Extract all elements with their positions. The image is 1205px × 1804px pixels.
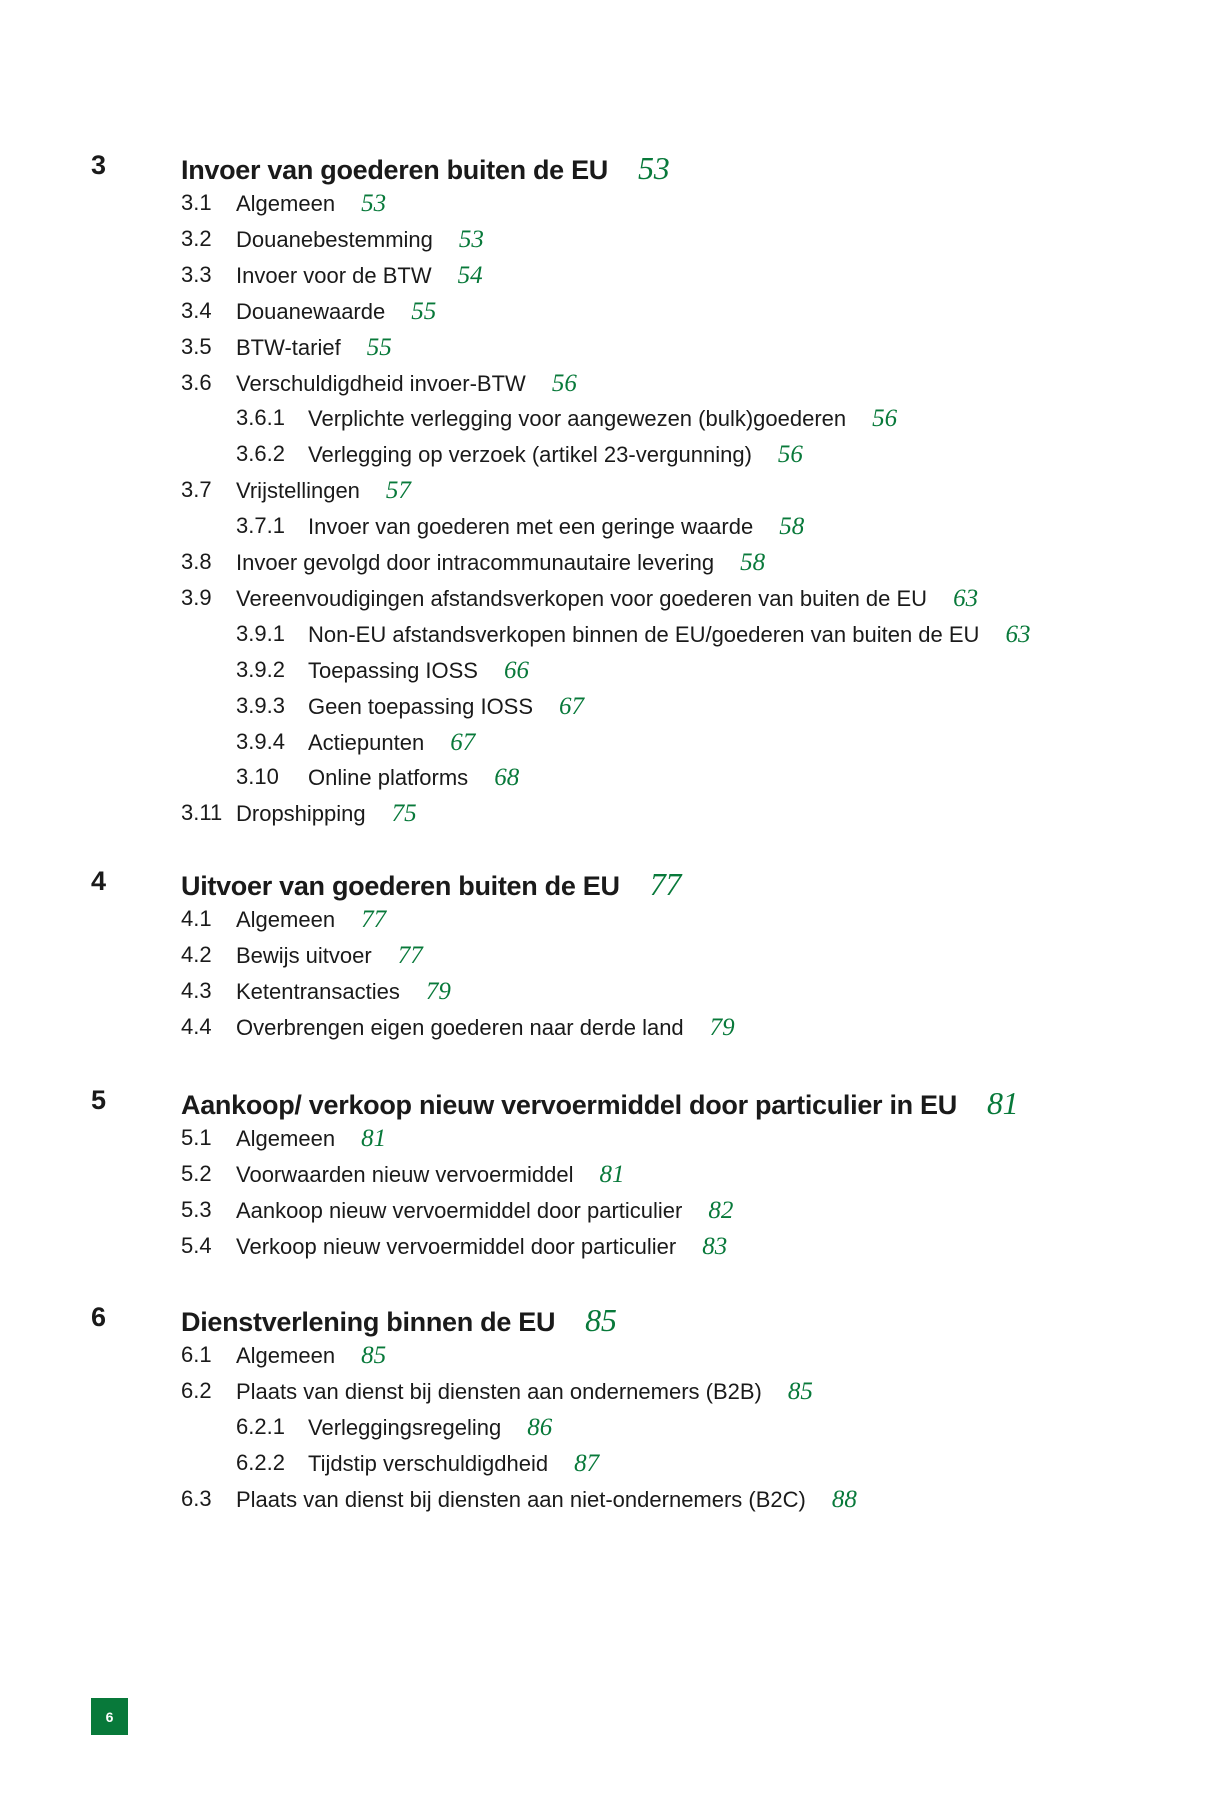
entry-number: 6.1 xyxy=(181,1342,212,1367)
entry-page-number: 67 xyxy=(559,692,585,720)
entry-title-text: Online platforms xyxy=(308,765,469,791)
chapter-title-text: Aankoop/ verkoop nieuw vervoermiddel door particulier in EU xyxy=(181,1090,957,1120)
entry-title[interactable] xyxy=(236,1197,733,1225)
entry-page-number: 81 xyxy=(361,1125,387,1152)
entry-title-text: Plaats van dienst bij diensten aan ondernemers (B2B) xyxy=(236,1378,762,1404)
entry-title[interactable] xyxy=(236,800,417,828)
entry-page-number: 63 xyxy=(1005,620,1031,648)
entry-title-text: Bewijs uitvoer xyxy=(236,942,372,968)
entry-number: 3.1 xyxy=(181,190,212,215)
chapter-page-number: 53 xyxy=(638,150,670,186)
entry-page-number: 58 xyxy=(779,513,805,541)
page-number-badge xyxy=(91,1698,128,1735)
entry-number: 4.2 xyxy=(181,941,212,967)
entry-title[interactable] xyxy=(236,549,765,577)
entry-title-text: Voorwaarden nieuw vervoermiddel xyxy=(236,1161,574,1187)
entry-title-text: Tijdstip verschuldigdheid xyxy=(308,1450,549,1476)
entry-number: 6.2.2 xyxy=(236,1449,285,1475)
entry-page-number: 63 xyxy=(953,584,979,612)
entry-number: 3.5 xyxy=(181,333,212,359)
entry-title[interactable] xyxy=(308,657,529,685)
chapter-number: 5 xyxy=(91,1085,107,1115)
entry-title[interactable] xyxy=(308,441,803,469)
entry-title[interactable] xyxy=(236,1233,727,1261)
entry-number: 5.3 xyxy=(181,1196,212,1222)
entry-title[interactable] xyxy=(236,1161,625,1189)
entry-title[interactable] xyxy=(236,1125,386,1153)
entry-page-number: 77 xyxy=(361,906,387,933)
entry-title-text: Dropshipping xyxy=(236,801,366,827)
entry-title[interactable] xyxy=(308,621,1030,649)
entry-title[interactable] xyxy=(308,1450,599,1478)
entry-title-text: Douanewaarde xyxy=(236,298,386,324)
entry-number: 3.7 xyxy=(181,477,212,503)
entry-number: 3.7.1 xyxy=(236,513,285,539)
entry-page-number: 56 xyxy=(777,441,803,469)
entry-number: 4.4 xyxy=(181,1013,212,1039)
entry-title-text: Ketentransacties xyxy=(236,978,400,1004)
entry-page-number: 77 xyxy=(397,941,423,969)
page-number: 6 xyxy=(105,1708,114,1725)
entry-title-text: Algemeen xyxy=(236,191,336,216)
entry-title[interactable] xyxy=(236,906,386,934)
entry-page-number: 81 xyxy=(599,1160,625,1188)
entry-page-number: 53 xyxy=(458,225,484,253)
entry-number: 3.6 xyxy=(181,369,212,395)
entry-number: 3.10 xyxy=(236,764,279,790)
chapter-title-text: Invoer van goederen buiten de EU xyxy=(181,155,608,185)
entry-title[interactable] xyxy=(236,585,978,613)
entry-number: 3.11 xyxy=(181,800,223,826)
entry-title[interactable] xyxy=(236,1378,813,1406)
chapter-title-text: Dienstverlening binnen de EU xyxy=(181,1307,556,1337)
chapter-page-number: 77 xyxy=(649,866,682,902)
entry-title[interactable] xyxy=(308,1414,552,1442)
entry-page-number: 56 xyxy=(872,405,898,433)
entry-title[interactable] xyxy=(236,226,484,254)
entry-title-text: Vereenvoudigingen afstandsverkopen voor goederen van buiten de EU xyxy=(236,585,928,611)
entry-title[interactable] xyxy=(236,1342,386,1370)
entry-number: 3.8 xyxy=(181,549,212,574)
chapter-page-number: 85 xyxy=(585,1302,617,1338)
entry-page-number: 53 xyxy=(361,190,387,217)
entry-number: 3.9 xyxy=(181,584,212,610)
entry-page-number: 85 xyxy=(361,1342,387,1369)
entry-title-text: Toepassing IOSS xyxy=(308,657,478,683)
entry-number: 5.1 xyxy=(181,1125,212,1150)
entry-title-text: Verkoop nieuw vervoermiddel door particulier xyxy=(236,1233,677,1259)
entry-page-number: 82 xyxy=(708,1196,734,1224)
entry-title-text: Invoer voor de BTW xyxy=(236,262,432,288)
entry-number: 3.9.3 xyxy=(236,692,285,718)
entry-page-number: 67 xyxy=(450,728,476,756)
entry-title-text: Vrijstellingen xyxy=(236,478,360,504)
entry-page-number: 85 xyxy=(787,1377,813,1405)
entry-page-number: 83 xyxy=(702,1232,728,1260)
entry-number: 6.3 xyxy=(181,1485,212,1511)
entry-title-text: Verleggingsregeling xyxy=(308,1414,502,1440)
entry-title-text: Overbrengen eigen goederen naar derde land xyxy=(236,1014,684,1040)
entry-page-number: 58 xyxy=(740,549,766,576)
entry-page-number: 55 xyxy=(366,333,392,361)
chapter-number: 6 xyxy=(91,1302,107,1332)
chapter-title-text: Uitvoer van goederen buiten de EU xyxy=(181,871,620,901)
entry-number: 3.9.2 xyxy=(236,656,285,682)
chapter-number: 4 xyxy=(91,866,107,896)
entry-page-number: 86 xyxy=(527,1413,553,1441)
entry-number: 3.6.2 xyxy=(236,441,285,467)
chapter-title[interactable] xyxy=(181,1085,1018,1122)
entry-number: 3.6.1 xyxy=(236,405,285,431)
entry-page-number: 79 xyxy=(709,1013,735,1041)
entry-page-number: 57 xyxy=(385,477,411,505)
entry-title-text: Invoer gevolgd door intracommunautaire levering xyxy=(236,550,715,575)
chapter-title[interactable] xyxy=(181,150,669,187)
entry-title[interactable] xyxy=(236,190,386,218)
entry-title[interactable] xyxy=(236,942,423,970)
entry-title[interactable] xyxy=(236,262,483,290)
entry-title[interactable] xyxy=(236,978,451,1006)
entry-page-number: 56 xyxy=(551,369,577,397)
entry-page-number: 88 xyxy=(831,1485,857,1513)
entry-title[interactable] xyxy=(236,1486,857,1514)
entry-page-number: 79 xyxy=(425,977,451,1005)
entry-title-text: Plaats van dienst bij diensten aan niet-ondernemers (B2C) xyxy=(236,1486,806,1512)
entry-title[interactable] xyxy=(236,1014,735,1042)
entry-title-text: Verschuldigdheid invoer-BTW xyxy=(236,370,526,396)
entry-title[interactable] xyxy=(236,298,436,326)
entry-title-text: Verlegging op verzoek (artikel 23-vergunning) xyxy=(308,442,752,468)
entry-title-text: Non-EU afstandsverkopen binnen de EU/goederen van buiten de EU xyxy=(308,621,980,647)
entry-number: 3.2 xyxy=(181,225,212,251)
entry-number: 6.2.1 xyxy=(236,1413,285,1439)
chapter-number: 3 xyxy=(91,150,107,180)
entry-page-number: 87 xyxy=(574,1449,600,1477)
entry-title-text: Algemeen xyxy=(236,1343,336,1368)
entry-number: 3.3 xyxy=(181,261,212,287)
entry-title[interactable] xyxy=(308,729,475,757)
entry-title-text: Invoer van goederen met een geringe waarde xyxy=(308,514,754,540)
entry-number: 3.9.1 xyxy=(236,620,285,646)
chapter-title[interactable] xyxy=(181,1302,617,1339)
entry-number: 4.1 xyxy=(181,906,212,931)
entry-page-number: 66 xyxy=(503,656,529,684)
entry-number: 5.2 xyxy=(181,1160,212,1186)
entry-title-text: Verplichte verlegging voor aangewezen (bulk)goederen xyxy=(308,406,847,432)
entry-title[interactable] xyxy=(308,693,584,721)
entry-page-number: 68 xyxy=(494,764,520,792)
entry-title[interactable] xyxy=(308,513,804,541)
entry-page-number: 54 xyxy=(457,261,483,289)
entry-number: 5.4 xyxy=(181,1232,212,1258)
entry-title-text: Douanebestemming xyxy=(236,226,433,252)
entry-page-number: 75 xyxy=(391,800,417,828)
entry-page-number: 55 xyxy=(411,297,437,325)
entry-number: 4.3 xyxy=(181,977,212,1003)
entry-title-text: BTW-tarief xyxy=(236,334,341,360)
entry-title[interactable] xyxy=(236,370,577,398)
entry-title-text: Geen toepassing IOSS xyxy=(308,693,534,719)
entry-title-text: Actiepunten xyxy=(308,729,425,755)
entry-number: 3.4 xyxy=(181,297,212,323)
chapter-title[interactable] xyxy=(181,866,681,903)
entry-number: 6.2 xyxy=(181,1377,212,1403)
entry-title[interactable] xyxy=(236,477,411,505)
entry-title-text: Algemeen xyxy=(236,907,336,932)
entry-title[interactable] xyxy=(308,405,897,433)
entry-title[interactable] xyxy=(308,764,519,792)
entry-title-text: Aankoop nieuw vervoermiddel door particulier xyxy=(236,1197,683,1223)
entry-title[interactable] xyxy=(236,334,392,362)
entry-title-text: Algemeen xyxy=(236,1126,336,1151)
entry-number: 3.9.4 xyxy=(236,728,285,754)
chapter-page-number: 81 xyxy=(986,1085,1019,1121)
